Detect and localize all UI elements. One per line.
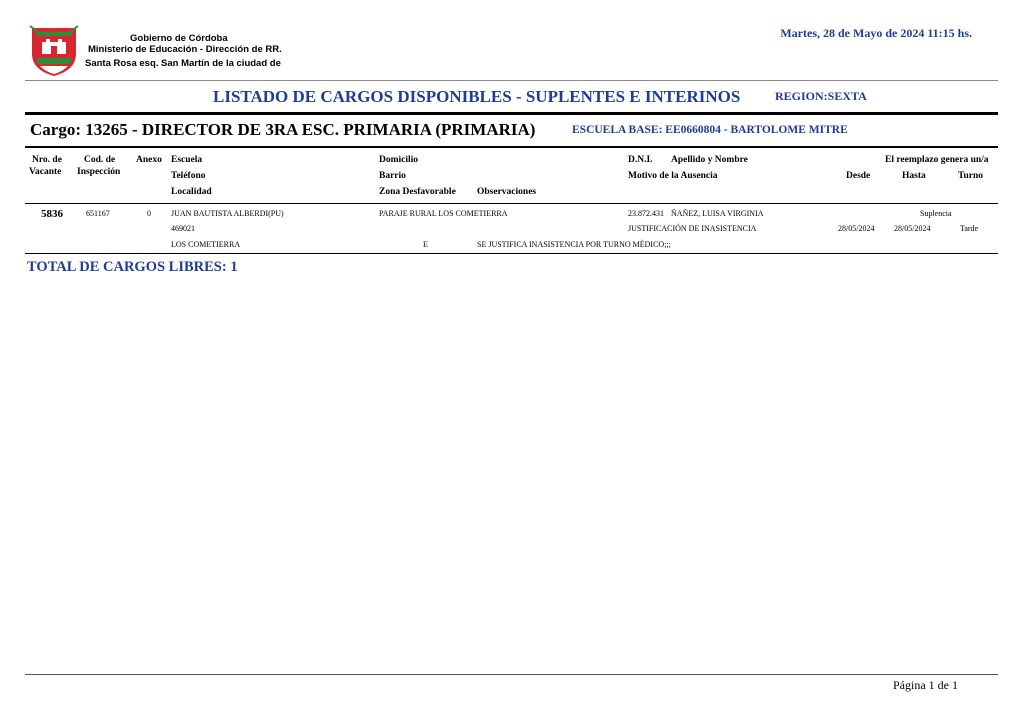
footer-divider — [25, 674, 998, 675]
row-nro-vacante: 5836 — [41, 208, 63, 220]
row-dni: 23.872.431 — [628, 209, 664, 218]
table-bottom-rule — [25, 253, 998, 254]
col-telefono: Teléfono — [171, 171, 206, 181]
col-localidad: Localidad — [171, 187, 212, 197]
row-desde: 28/05/2024 — [838, 224, 875, 233]
row-domicilio: PARAJE RURAL LOS COMETIERRA — [379, 209, 508, 218]
header-address: Santa Rosa esq. San Martín de la ciudad de — [85, 58, 281, 69]
col-dni: D.N.I. — [628, 155, 653, 165]
row-motivo: JUSTIFICACIÓN DE INASISTENCIA — [628, 224, 757, 233]
report-date: Martes, 28 de Mayo de 2024 11:15 hs. — [780, 26, 972, 40]
row-observaciones: SE JUSTIFICA INASISTENCIA POR TURNO MÉDICO;;; — [477, 240, 671, 249]
row-localidad: LOS COMETIERRA — [171, 240, 241, 249]
header-ministry: Ministerio de Educación - Dirección de RR. — [88, 44, 282, 55]
header-divider — [25, 80, 998, 81]
row-reemplazo: Suplencia — [920, 209, 952, 218]
row-zona: E — [423, 240, 428, 249]
cordoba-coat-of-arms-icon — [28, 24, 80, 78]
col-hasta: Hasta — [902, 171, 926, 181]
header-row-rule — [25, 203, 998, 204]
escuela-base-label: ESCUELA BASE: EE0660804 - BARTOLOME MITRE — [572, 124, 848, 136]
col-escuela: Escuela — [171, 155, 203, 165]
row-anexo: 0 — [147, 209, 151, 218]
col-nro-vacante-2: Vacante — [29, 167, 62, 177]
col-apellido-nombre: Apellido y Nombre — [671, 155, 748, 165]
row-telefono: 469021 — [171, 224, 195, 233]
col-barrio: Barrio — [379, 171, 406, 181]
col-turno: Turno — [958, 171, 983, 181]
col-desde: Desde — [846, 171, 871, 181]
cargo-heading: Cargo: 13265 - DIRECTOR DE 3RA ESC. PRIMARIA (PRIMARIA) — [30, 120, 536, 139]
col-cod-inspeccion-1: Cod. de — [84, 155, 116, 165]
row-escuela: JUAN BAUTISTA ALBERDI(PU) — [171, 209, 284, 218]
row-turno: Tarde — [960, 224, 979, 233]
row-hasta: 28/05/2024 — [894, 224, 931, 233]
col-anexo: Anexo — [136, 155, 162, 165]
row-apellido-nombre: ÑAÑEZ, LUISA VIRGINIA — [671, 209, 764, 218]
col-observaciones: Observaciones — [477, 187, 537, 197]
page-number: Página 1 de 1 — [893, 678, 958, 692]
table-top-rule — [25, 146, 998, 148]
col-cod-inspeccion-2: Inspección — [77, 167, 121, 177]
col-motivo-ausencia: Motivo de la Ausencia — [628, 171, 718, 181]
col-reemplazo: El reemplazo genera un/a — [885, 155, 989, 165]
header-government: Gobierno de Córdoba — [130, 33, 228, 44]
region-label: REGION:SEXTA — [775, 89, 867, 103]
row-cod-inspeccion: 651167 — [86, 209, 110, 218]
title-divider — [25, 112, 998, 115]
total-cargos-libres: TOTAL DE CARGOS LIBRES: 1 — [27, 259, 238, 275]
col-nro-vacante-1: Nro. de — [32, 155, 62, 165]
col-zona-desfavorable: Zona Desfavorable — [379, 187, 456, 197]
col-domicilio: Domicilio — [379, 155, 419, 165]
report-title: LISTADO DE CARGOS DISPONIBLES - SUPLENTES E INTERINOS — [213, 87, 741, 106]
